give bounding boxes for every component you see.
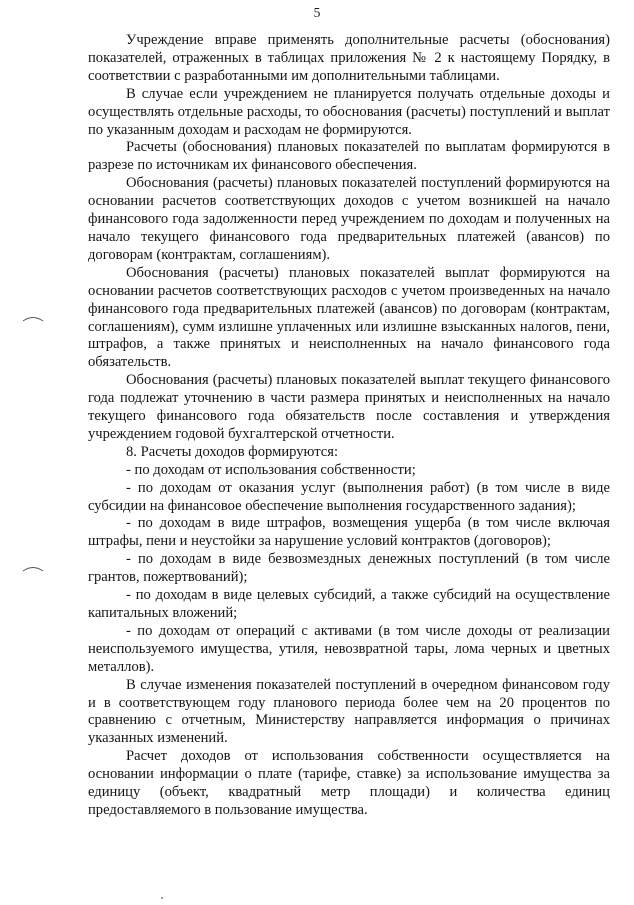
paragraph-property-income-calculation: Расчет доходов от использования собственности осуществляется на основании информации о плате (тарифе, ставке) за использование имущества за единицу (объект, квадратный метр площади) и количества единиц предоставляемого в пользование имущества.: [88, 748, 610, 818]
list-item: - по доходам от оказания услуг (выполнения работ) (в том числе в виде субсидии на финансовое обеспечение выполнения государственного задания);: [88, 479, 610, 514]
paragraph-current-year-adjustment: Обоснования (расчеты) плановых показателей выплат текущего финансового года подлежат уточнению в части размера принятых и неисполненных на начало текущего финансового года обязательств после составления и утверждения учреждением годовой бухгалтерской отчетности.: [88, 372, 610, 442]
punch-hole-mark-top: [22, 313, 44, 323]
list-item: - по доходам в виде целевых субсидий, а также субсидий на осуществление капитальных вложений;: [88, 587, 610, 621]
section-8-heading: 8. Расчеты доходов формируются:: [126, 443, 339, 460]
list-item: - по доходам в виде безвозмездных денежных поступлений (в том числе грантов, пожертвований);: [88, 551, 610, 586]
list-item: - по доходам в виде штрафов, возмещения ущерба (в том числе включая штрафы, пени и неустойки за нарушение условий контрактов (договоров);: [88, 515, 610, 550]
document-body: [88, 32, 610, 820]
punch-hole-mark-bottom: [22, 563, 44, 573]
paragraph-payments-justification: Обоснования (расчеты) плановых показателей выплат формируются на основании расчетов соответствующих расходов с учетом произведенных на начало финансового года предварительных платежей (авансов) по договорам (контрактам, соглашениям), сумм излишне уплаченных или излишне взысканных налогов, пени, штрафов, а также принятых и неисполненных на начало финансового года обязательств.: [88, 264, 610, 371]
list-item: - по доходам от использования собственности;: [126, 461, 416, 478]
list-item: - по доходам от операций с активами (в том числе доходы от реализации неиспользуемого имущества, утиля, невозвратной тары, лома черных и цветных металлов).: [88, 622, 610, 675]
page-number: 5: [313, 5, 321, 20]
paragraph-change-notification: В случае изменения показателей поступлений в очередном финансовом году и в соответствующем году планового периода более чем на 20 процентов по сравнению с отчетным, Министерству направляется информация о причинах указанных изменений.: [88, 676, 610, 747]
paragraph-no-income-case: В случае если учреждением не планируется получать отдельные доходы и осуществлять отдельные расходы, то обоснования (расчеты) поступлений и выплат по указанным доходам и расходам не формируются.: [88, 85, 610, 138]
paragraph-payments-by-source: Расчеты (обоснования) плановых показателей по выплатам формируются в разрезе по источникам их финансового обеспечения.: [88, 139, 610, 174]
paragraph-additional-calculations: Учреждение вправе применять дополнительные расчеты (обоснования) показателей, отраженных в таблицах приложения № 2 к настоящему Порядку, в соответствии с разработанными им дополнительными таблицами.: [88, 32, 610, 84]
scan-speck: [161, 897, 163, 899]
paragraph-receipts-justification: Обоснования (расчеты) плановых показателей поступлений формируются на основании расчетов соответствующих доходов с учетом возникшей на начало финансового года задолженности перед учреждением по доходам и полученных на начало текущего финансового года предварительных платежей (авансов) по договорам (контрактам, соглашениям).: [88, 175, 610, 263]
